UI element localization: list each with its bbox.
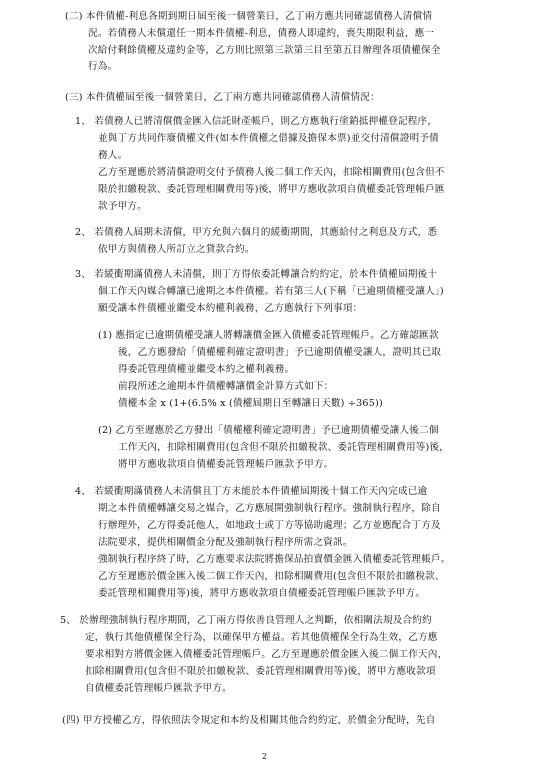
text-line: 要求相對方將價金匯入債權委託管理帳戶。乙方至遲應於價金匯入後二個工作天內， — [85, 649, 448, 660]
text-line: 後，乙方應發給「債權權利確定證明書」予已逾期債權受讓人，證明其已取 — [118, 347, 442, 358]
text-line: 定，執行其他債權保全行為，以確保甲方權益。若其他債權保全行為生效，乙方應 — [85, 632, 438, 643]
text-line: 乙方至遲應於將清償證明交付予債務人後二個工作天內，扣除相關費用(包含但不 — [98, 167, 445, 178]
text-line: 務人。 — [98, 150, 128, 161]
text-line: (三) 本件債權屆至後一個營業日，乙丁兩方應共同確認債務人清償情況： — [65, 92, 380, 103]
text-line: (二) 本件債權-利息各期到期日屆至後一個營業日，乙丁兩方應共同確認債務人清償情 — [65, 11, 433, 22]
text-line: 次給付剩餘債權及違約金等，乙方則比照第三款第三目至第五目辦理各項債權保全 — [88, 45, 441, 56]
text-line: 2、 若債務人屆期未清償，甲方允與六個月的緩衝期間，其應給付之利息及方式，悉 — [75, 227, 438, 238]
text-line: 限於扣繳稅款、委託管理相關費用等)後，將甲方應收款項自債權委託管理帳戶匯 — [98, 184, 445, 195]
text-line: 前段所述之逾期本件債權轉讓價金計算方式如下： — [118, 381, 334, 392]
text-line: 並與丁方共同作廢債權文件(如本件債權之借據及擔保本票)並交付清償證明予債 — [98, 133, 439, 144]
text-line: 3、 若緩衝期滿債務人未清償，則丁方得依委託轉讓合約約定，於本件債權屆期後十 — [75, 269, 438, 280]
text-line: 款予甲方。 — [98, 201, 147, 212]
text-line: 行辦理外，乙方得委託他人，如地政士或丁方等協助處理；乙方並應配合丁方及 — [98, 520, 441, 531]
text-line: 扣除相關費用(包含但不限於扣繳稅款、委託管理相關費用等)後，將甲方應收款項 — [85, 666, 436, 677]
text-line: 法院要求，提供相關價金分配及強制執行程序所需之資訊。 — [98, 537, 353, 548]
text-line: 委託管理相關費用等)後，將甲方應收款項自債權委託管理帳戶匯款予甲方。 — [98, 588, 426, 599]
text-line: 將甲方應收款項自債權委託管理帳戶匯款予甲方。 — [118, 459, 334, 470]
text-line: 期之本件債權轉讓交易之媒合，乙方應展開強制執行程序。強制執行程序，除自 — [98, 503, 441, 514]
text-line: 個工作天內媒合轉讓已逾期之本件債權。若有第三人(下稱「已逾期債權受讓人」) — [98, 286, 444, 297]
text-line: 債權本金 x (1+(6.5% x (債權屆期日至轉讓日天數) ÷365)) — [118, 398, 383, 409]
text-line: 工作天內，扣除相關費用(包含但不限於扣繳稅款、委託管理相關費用等)後， — [118, 442, 450, 453]
text-line: (1) 應指定已逾期債權受讓人將轉讓價金匯入債權委託管理帳戶。乙方確認匯款 — [98, 330, 439, 341]
text-line: 4、 若緩衝期滿債務人未清償且丁方未能於本件債權屆期後十個工作天內完成已逾 — [75, 486, 428, 497]
page-number: 2 — [262, 752, 268, 761]
text-line: 強制執行程序終了時，乙方應要求法院將擔保品拍賣價金匯入債權委託管理帳戶。 — [98, 554, 451, 565]
text-line: (2) 乙方至遲應於乙方發出「債權權利確定證明書」予已逾期債權受讓人後二個 — [98, 425, 439, 436]
text-line: (四) 甲方授權乙方，得依照法令規定和本約及相關其他合約約定，於價金分配時，先自 — [62, 715, 436, 726]
text-line: 依甲方與債務人所訂立之貸款合約。 — [98, 244, 255, 255]
text-line: 得委託管理債權並繼受本約之權利義務。 — [118, 364, 295, 375]
text-line: 乙方至遲應於價金匯入後二個工作天內，扣除相關費用(包含但不限於扣繳稅款、 — [98, 571, 445, 582]
text-line: 自債權委託管理帳戶匯款予甲方。 — [85, 683, 232, 694]
text-line: 1、 若債務人已將清償價金匯入信託財產帳戶，則乙方應執行塗銷抵押權登記程序， — [75, 116, 438, 127]
text-line: 5、 於辦理強制執行程序期間，乙丁兩方得依善良管理人之判斷，依相關法規及合約約 — [60, 615, 432, 626]
text-line: 行為。 — [88, 61, 118, 72]
text-line: 願受讓本件債權並繼受本約權利義務，乙方應執行下列事項： — [98, 303, 363, 314]
text-line: 況。若債務人未償還任一期本件債權-利息，債務人即違約，喪失期限利益，應一 — [88, 28, 435, 39]
